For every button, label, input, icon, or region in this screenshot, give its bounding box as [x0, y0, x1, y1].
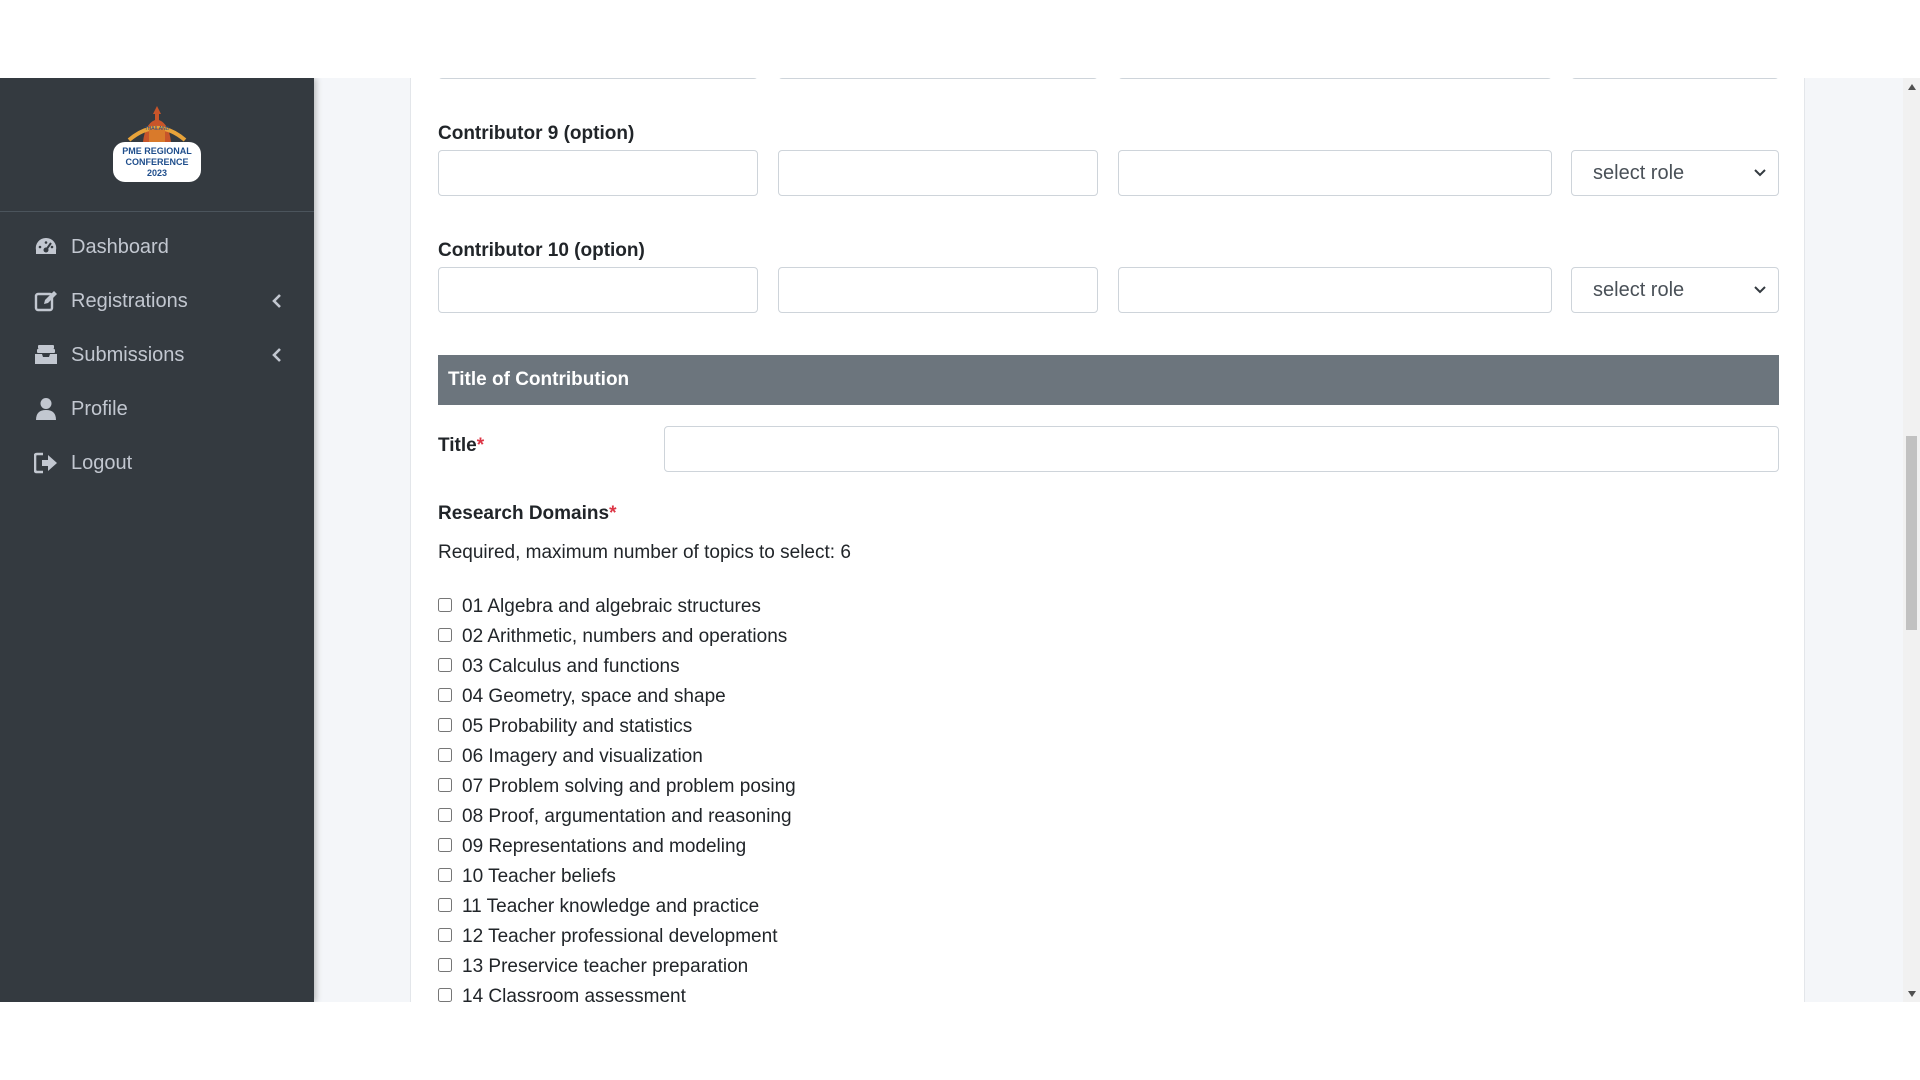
domain-label: 06 Imagery and visualization — [462, 746, 703, 767]
domain-checkbox[interactable] — [438, 658, 452, 672]
domain-label: 10 Teacher beliefs — [462, 866, 616, 887]
select-value: select role — [1593, 278, 1685, 301]
contributor-10-label: Contributor 10 (option) — [438, 240, 645, 261]
logo-line1: PME REGIONAL — [122, 145, 192, 156]
domain-label: 01 Algebra and algebraic structures — [462, 596, 761, 617]
research-domains-checklist — [438, 592, 796, 1002]
contributor-10-email-field[interactable] — [1118, 267, 1552, 313]
page-scrollbar[interactable] — [1903, 78, 1920, 1002]
sidebar-item-dashboard[interactable] — [0, 220, 314, 274]
chevron-down-icon — [1754, 286, 1766, 294]
browser-viewport — [0, 78, 1920, 1002]
scrollbar-thumb[interactable] — [1906, 436, 1917, 630]
inbox-icon — [34, 343, 58, 367]
domain-checkbox[interactable] — [438, 808, 452, 822]
domain-label: 08 Proof, argumentation and reasoning — [462, 806, 792, 827]
domain-label: 14 Classroom assessment — [462, 986, 686, 1002]
sidebar — [0, 78, 314, 1002]
domain-option[interactable] — [438, 742, 796, 772]
research-domains-label — [438, 503, 616, 525]
domain-option[interactable] — [438, 712, 796, 742]
sidebar-nav — [0, 220, 314, 490]
domain-option[interactable] — [438, 892, 796, 922]
domain-checkbox[interactable] — [438, 748, 452, 762]
sidebar-item-registrations[interactable] — [0, 274, 314, 328]
contributor-10-role-select[interactable] — [1571, 267, 1779, 313]
logo-top-text: THAILAND — [144, 125, 170, 132]
sidebar-item-profile[interactable] — [0, 382, 314, 436]
sidebar-item-label: Logout — [71, 451, 133, 474]
contributor-8-role-select[interactable] — [1571, 78, 1779, 79]
domain-option[interactable] — [438, 652, 796, 682]
domain-option[interactable] — [438, 862, 796, 892]
domain-label: 07 Problem solving and problem posing — [462, 776, 796, 797]
title-label — [438, 435, 484, 457]
title-of-contribution-header: Title of Contribution — [438, 355, 1779, 405]
domain-checkbox[interactable] — [438, 688, 452, 702]
chevron-left-icon — [271, 294, 283, 308]
contributor-9-last-name-field[interactable] — [778, 150, 1098, 196]
brand-area[interactable] — [0, 78, 314, 212]
domain-checkbox[interactable] — [438, 928, 452, 942]
domain-label: 05 Probability and statistics — [462, 716, 693, 737]
domain-label: 02 Arithmetic, numbers and operations — [462, 626, 788, 647]
research-domains-label-text: Research Domains — [438, 503, 610, 524]
domain-checkbox[interactable] — [438, 868, 452, 882]
research-domains-hint: Required, maximum number of topics to select: 6 — [438, 542, 851, 563]
select-value: select role — [1593, 161, 1685, 184]
contributor-8-first-name-field[interactable] — [438, 78, 758, 79]
domain-option[interactable] — [438, 682, 796, 712]
sign-out-icon — [34, 451, 58, 475]
domain-option[interactable] — [438, 772, 796, 802]
scroll-up-arrow-icon[interactable] — [1903, 78, 1920, 95]
edit-icon — [34, 289, 58, 313]
domain-checkbox[interactable] — [438, 838, 452, 852]
domain-option[interactable] — [438, 622, 796, 652]
contributor-9-email-field[interactable] — [1118, 150, 1552, 196]
sidebar-item-label: Profile — [71, 397, 128, 420]
contributor-8-last-name-field[interactable] — [778, 78, 1098, 79]
logo-line2: CONFERENCE — [125, 156, 189, 167]
contributor-9-role-select[interactable] — [1571, 150, 1779, 196]
title-input[interactable] — [664, 426, 1779, 472]
domain-checkbox[interactable] — [438, 898, 452, 912]
domain-label: 03 Calculus and functions — [462, 656, 680, 677]
dashboard-gauge-icon — [34, 235, 58, 259]
submission-form-card — [410, 78, 1805, 1002]
chevron-left-icon — [271, 348, 283, 362]
domain-label: 11 Teacher knowledge and practice — [462, 896, 760, 917]
conference-logo — [109, 102, 205, 188]
chevron-down-icon — [1754, 169, 1766, 177]
domain-label: 04 Geometry, space and shape — [462, 686, 726, 707]
domain-option[interactable] — [438, 922, 796, 952]
domain-option[interactable] — [438, 802, 796, 832]
domain-checkbox[interactable] — [438, 628, 452, 642]
required-mark: * — [476, 435, 485, 456]
contributor-10-first-name-field[interactable] — [438, 267, 758, 313]
contributor-9-label: Contributor 9 (option) — [438, 123, 635, 144]
title-label-text: Title — [438, 435, 477, 456]
sidebar-item-logout[interactable] — [0, 436, 314, 490]
required-mark: * — [609, 503, 617, 524]
domain-option[interactable] — [438, 982, 796, 1002]
top-margin — [0, 0, 1920, 78]
sidebar-item-label: Dashboard — [71, 235, 169, 258]
domain-checkbox[interactable] — [438, 718, 452, 732]
sidebar-item-label: Submissions — [71, 343, 185, 366]
sidebar-item-submissions[interactable] — [0, 328, 314, 382]
domain-checkbox[interactable] — [438, 598, 452, 612]
domain-label: 09 Representations and modeling — [462, 836, 747, 857]
domain-checkbox[interactable] — [438, 988, 452, 1002]
sidebar-item-label: Registrations — [71, 289, 188, 312]
contributor-8-email-field[interactable] — [1118, 78, 1552, 79]
domain-checkbox[interactable] — [438, 958, 452, 972]
domain-option[interactable] — [438, 832, 796, 862]
scroll-down-arrow-icon[interactable] — [1903, 985, 1920, 1002]
domain-option[interactable] — [438, 592, 796, 622]
domain-label: 12 Teacher professional development — [462, 926, 778, 947]
domain-checkbox[interactable] — [438, 778, 452, 792]
bottom-margin — [0, 1002, 1920, 1080]
user-icon — [34, 397, 58, 421]
domain-label: 13 Preservice teacher preparation — [462, 956, 749, 977]
logo-line3: 2023 — [146, 167, 168, 178]
domain-option[interactable] — [438, 952, 796, 982]
contributor-9-first-name-field[interactable] — [438, 150, 758, 196]
contributor-10-last-name-field[interactable] — [778, 267, 1098, 313]
